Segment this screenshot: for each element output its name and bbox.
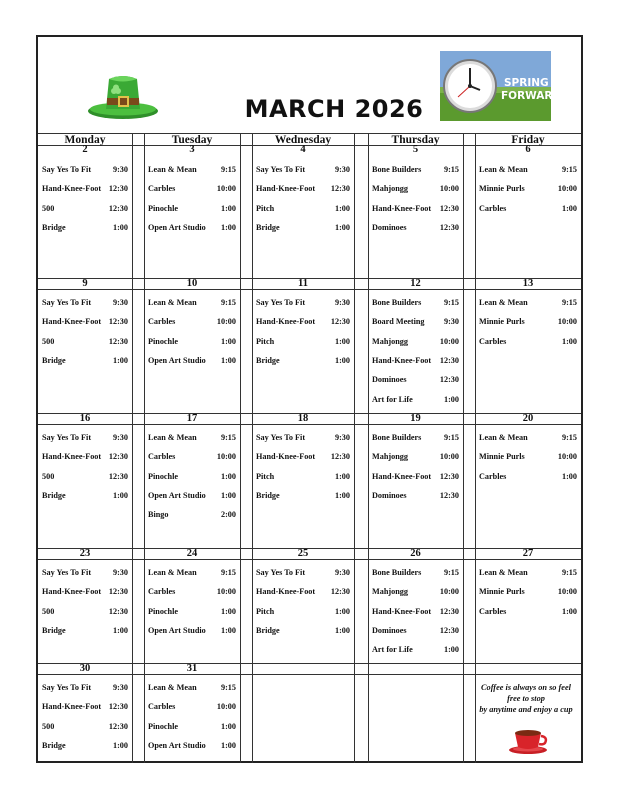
grid-line xyxy=(354,133,355,763)
event-name: Carbles xyxy=(148,317,176,327)
event-time: 1:00 xyxy=(220,336,236,346)
event-name: Say Yes To Fit xyxy=(42,683,92,692)
event-time: 12:30 xyxy=(439,490,459,500)
event-name: Pinochle xyxy=(148,203,179,213)
event-name: Dominoes xyxy=(372,375,407,385)
event-name: Pitch xyxy=(256,471,275,481)
event-name: Bone Builders xyxy=(372,165,422,174)
event-time: 12:30 xyxy=(330,452,350,462)
event-name: 500 xyxy=(42,721,55,731)
event-name: Say Yes To Fit xyxy=(42,433,92,442)
event-time: 12:30 xyxy=(439,375,459,385)
event-time: 9:15 xyxy=(220,165,236,174)
weekday-header: Tuesday xyxy=(171,134,213,146)
event-name: Bridge xyxy=(42,625,66,635)
event-name: Art for Life xyxy=(372,645,413,655)
event-time: 1:00 xyxy=(220,606,236,616)
event-time: 1:00 xyxy=(112,355,128,365)
event-name: Hand-Knee-Foot xyxy=(42,452,102,462)
weekday-header: Wednesday xyxy=(274,134,332,146)
event-time: 1:00 xyxy=(561,471,577,481)
event-name: Lean & Mean xyxy=(148,568,197,577)
event-time: 1:00 xyxy=(220,355,236,365)
event-name: Lean & Mean xyxy=(148,298,197,307)
event-name: Pitch xyxy=(256,336,275,346)
event-time: 12:30 xyxy=(330,587,350,597)
event-time: 2:00 xyxy=(220,510,236,520)
event-time: 1:00 xyxy=(220,222,236,232)
clock-banner-line2: FORWARD xyxy=(501,90,562,102)
event-name: Say Yes To Fit xyxy=(42,165,92,174)
spring-forward-image xyxy=(440,51,562,121)
event-name: Minnie Purls xyxy=(479,452,525,462)
event-time: 12:30 xyxy=(108,721,128,731)
grid-line xyxy=(38,559,581,560)
event-time: 1:00 xyxy=(561,336,577,346)
clock-banner-line1: SPRING xyxy=(504,77,549,89)
event-time: 12:30 xyxy=(108,336,128,346)
event-name: Hand-Knee-Foot xyxy=(42,587,102,597)
date-number: 26 xyxy=(410,548,421,559)
event-time: 10:00 xyxy=(557,184,577,194)
event-name: Bridge xyxy=(42,222,66,232)
event-time: 9:30 xyxy=(112,683,128,692)
event-name: Mahjongg xyxy=(372,452,408,462)
grid-line xyxy=(132,133,133,763)
grid-line xyxy=(463,133,464,763)
event-name: Bingo xyxy=(148,510,169,520)
event-time: 10:00 xyxy=(216,317,236,327)
event-name: Open Art Studio xyxy=(148,625,206,635)
event-time: 1:00 xyxy=(334,471,350,481)
date-number: 20 xyxy=(522,413,534,424)
date-number: 25 xyxy=(297,548,309,559)
date-number: 3 xyxy=(189,144,195,155)
event-time: 12:30 xyxy=(108,452,128,462)
event-time: 9:15 xyxy=(561,165,577,174)
event-name: Hand-Knee-Foot xyxy=(42,184,102,194)
event-name: 500 xyxy=(42,606,55,616)
event-time: 9:15 xyxy=(220,433,236,442)
event-name: Hand-Knee-Foot xyxy=(372,355,432,365)
event-time: 1:00 xyxy=(220,625,236,635)
event-time: 10:00 xyxy=(216,702,236,712)
event-name: Bridge xyxy=(256,222,280,232)
event-name: Pinochle xyxy=(148,606,179,616)
event-time: 9:15 xyxy=(220,683,236,692)
event-time: 12:30 xyxy=(439,222,459,232)
event-time: 1:00 xyxy=(112,222,128,232)
date-number: 6 xyxy=(525,144,531,155)
event-name: Carbles xyxy=(148,184,176,194)
event-time: 9:15 xyxy=(443,165,459,174)
event-time: 1:00 xyxy=(220,203,236,213)
event-name: 500 xyxy=(42,336,55,346)
event-time: 9:30 xyxy=(112,298,128,307)
event-name: Say Yes To Fit xyxy=(256,433,306,442)
event-name: Pitch xyxy=(256,203,275,213)
event-time: 12:30 xyxy=(108,606,128,616)
event-name: Say Yes To Fit xyxy=(42,298,92,307)
event-name: Bridge xyxy=(256,625,280,635)
calendar-page xyxy=(36,35,583,763)
event-name: Say Yes To Fit xyxy=(256,298,306,307)
event-name: Board Meeting xyxy=(372,317,425,327)
event-time: 10:00 xyxy=(216,184,236,194)
event-time: 1:00 xyxy=(112,625,128,635)
event-name: Hand-Knee-Foot xyxy=(256,317,316,327)
event-time: 12:30 xyxy=(330,317,350,327)
event-time: 10:00 xyxy=(557,317,577,327)
event-time: 9:30 xyxy=(334,433,350,442)
event-time: 1:00 xyxy=(220,490,236,500)
event-name: Lean & Mean xyxy=(479,433,528,442)
event-name: Open Art Studio xyxy=(148,490,206,500)
event-name: Hand-Knee-Foot xyxy=(42,702,102,712)
event-name: Bridge xyxy=(256,490,280,500)
grid-line xyxy=(38,424,581,425)
date-number: 27 xyxy=(522,548,534,559)
event-time: 12:30 xyxy=(108,203,128,213)
event-name: Pitch xyxy=(256,606,275,616)
event-time: 1:00 xyxy=(334,606,350,616)
event-name: Bone Builders xyxy=(372,568,422,577)
event-name: Mahjongg xyxy=(372,587,408,597)
event-time: 10:00 xyxy=(439,452,459,462)
page-title: MARCH 2026 xyxy=(244,95,424,123)
event-time: 9:15 xyxy=(443,298,459,307)
event-time: 10:00 xyxy=(557,587,577,597)
event-name: Mahjongg xyxy=(372,336,408,346)
event-time: 10:00 xyxy=(439,587,459,597)
event-name: Lean & Mean xyxy=(148,433,197,442)
date-number: 5 xyxy=(412,144,419,155)
event-name: Hand-Knee-Foot xyxy=(372,203,432,213)
event-time: 12:30 xyxy=(439,355,459,365)
event-name: Bone Builders xyxy=(372,298,422,307)
event-name: Bridge xyxy=(256,355,280,365)
event-time: 12:30 xyxy=(439,606,459,616)
event-name: Lean & Mean xyxy=(479,298,528,307)
event-name: Hand-Knee-Foot xyxy=(256,184,316,194)
event-time: 9:15 xyxy=(220,298,236,307)
event-time: 1:00 xyxy=(112,490,128,500)
event-name: Lean & Mean xyxy=(479,568,528,577)
event-time: 1:00 xyxy=(220,740,236,750)
event-time: 10:00 xyxy=(216,452,236,462)
date-number: 4 xyxy=(300,144,306,155)
date-number: 19 xyxy=(410,413,421,424)
event-time: 10:00 xyxy=(216,587,236,597)
date-number: 30 xyxy=(79,663,91,674)
weekday-header: Thursday xyxy=(391,134,440,146)
event-name: Hand-Knee-Foot xyxy=(256,587,316,597)
event-time: 1:00 xyxy=(334,336,350,346)
event-name: Art for Life xyxy=(372,394,413,404)
event-time: 1:00 xyxy=(334,203,350,213)
event-time: 9:30 xyxy=(334,568,350,577)
date-number: 16 xyxy=(79,413,91,424)
event-name: 500 xyxy=(42,203,55,213)
grid-line xyxy=(252,133,253,763)
event-time: 1:00 xyxy=(334,355,350,365)
event-name: Carbles xyxy=(148,452,176,462)
coffee-note-line1: Coffee is always on so feel xyxy=(481,683,571,692)
event-name: Say Yes To Fit xyxy=(256,568,306,577)
date-number: 11 xyxy=(298,278,308,289)
date-number: 31 xyxy=(186,663,198,674)
event-time: 1:00 xyxy=(443,645,459,655)
event-name: Bridge xyxy=(42,355,66,365)
event-name: Carbles xyxy=(479,606,507,616)
event-time: 10:00 xyxy=(439,184,459,194)
date-number: 17 xyxy=(186,413,198,424)
event-name: Say Yes To Fit xyxy=(256,165,306,174)
event-name: Hand-Knee-Foot xyxy=(372,606,432,616)
grid-line xyxy=(38,674,581,675)
grid-line xyxy=(368,133,369,763)
event-name: Minnie Purls xyxy=(479,317,525,327)
event-time: 12:30 xyxy=(108,702,128,712)
date-number: 10 xyxy=(186,278,198,289)
weekday-header: Friday xyxy=(511,134,545,146)
grid-line xyxy=(240,133,241,763)
event-time: 12:30 xyxy=(439,625,459,635)
event-name: Carbles xyxy=(479,471,507,481)
event-name: Say Yes To Fit xyxy=(42,568,92,577)
event-name: Bridge xyxy=(42,740,66,750)
event-name: Carbles xyxy=(479,203,507,213)
event-time: 9:30 xyxy=(443,317,459,327)
event-name: Minnie Purls xyxy=(479,184,525,194)
event-name: Bone Builders xyxy=(372,433,422,442)
event-time: 9:30 xyxy=(112,165,128,174)
event-name: Lean & Mean xyxy=(148,165,197,174)
event-name: Lean & Mean xyxy=(148,683,197,692)
event-name: Carbles xyxy=(148,587,176,597)
grid-line xyxy=(475,133,476,763)
event-name: 500 xyxy=(42,471,55,481)
event-time: 9:30 xyxy=(112,568,128,577)
event-time: 9:30 xyxy=(112,433,128,442)
event-time: 9:30 xyxy=(334,298,350,307)
event-name: Dominoes xyxy=(372,490,407,500)
event-time: 1:00 xyxy=(561,606,577,616)
event-time: 1:00 xyxy=(220,471,236,481)
event-name: Pinochle xyxy=(148,471,179,481)
event-time: 9:15 xyxy=(561,568,577,577)
event-name: Bridge xyxy=(42,490,66,500)
event-name: Lean & Mean xyxy=(479,165,528,174)
event-time: 10:00 xyxy=(557,452,577,462)
event-time: 10:00 xyxy=(439,336,459,346)
date-number: 9 xyxy=(82,278,88,289)
event-time: 9:15 xyxy=(561,298,577,307)
event-time: 9:15 xyxy=(561,433,577,442)
event-time: 1:00 xyxy=(334,490,350,500)
event-time: 12:30 xyxy=(108,587,128,597)
event-time: 9:15 xyxy=(443,568,459,577)
event-name: Minnie Purls xyxy=(479,587,525,597)
grid-line xyxy=(38,289,581,290)
event-time: 1:00 xyxy=(334,625,350,635)
event-name: Open Art Studio xyxy=(148,222,206,232)
event-time: 1:00 xyxy=(220,721,236,731)
event-time: 9:30 xyxy=(334,165,350,174)
date-number: 12 xyxy=(410,278,421,289)
event-name: Pinochle xyxy=(148,721,179,731)
event-time: 1:00 xyxy=(112,740,128,750)
leprechaun-hat-icon xyxy=(86,71,160,121)
date-number: 2 xyxy=(82,144,88,155)
event-name: Dominoes xyxy=(372,222,407,232)
date-number: 23 xyxy=(79,548,91,559)
event-time: 1:00 xyxy=(443,394,459,404)
event-time: 12:30 xyxy=(330,184,350,194)
event-name: Hand-Knee-Foot xyxy=(372,471,432,481)
coffee-note xyxy=(474,682,578,715)
event-name: Open Art Studio xyxy=(148,355,206,365)
event-time: 12:30 xyxy=(439,203,459,213)
coffee-note-line3: by anytime and enjoy a cup xyxy=(479,705,573,714)
event-time: 12:30 xyxy=(108,471,128,481)
event-time: 1:00 xyxy=(334,222,350,232)
event-name: Carbles xyxy=(479,336,507,346)
date-number: 24 xyxy=(186,548,198,559)
event-name: Hand-Knee-Foot xyxy=(256,452,316,462)
event-name: Carbles xyxy=(148,702,176,712)
event-name: Mahjongg xyxy=(372,184,408,194)
event-time: 12:30 xyxy=(108,317,128,327)
event-time: 12:30 xyxy=(439,471,459,481)
weekday-header: Monday xyxy=(64,134,106,146)
coffee-note-line2: free to stop xyxy=(507,694,545,703)
event-name: Pinochle xyxy=(148,336,179,346)
coffee-cup-icon xyxy=(508,727,550,755)
event-name: Dominoes xyxy=(372,625,407,635)
clock-icon xyxy=(440,51,562,121)
event-time: 1:00 xyxy=(561,203,577,213)
date-number: 18 xyxy=(297,413,309,424)
event-time: 9:15 xyxy=(220,568,236,577)
event-name: Hand-Knee-Foot xyxy=(42,317,102,327)
event-time: 12:30 xyxy=(108,184,128,194)
date-number: 13 xyxy=(522,278,534,289)
event-name: Open Art Studio xyxy=(148,740,206,750)
event-time: 9:15 xyxy=(443,433,459,442)
